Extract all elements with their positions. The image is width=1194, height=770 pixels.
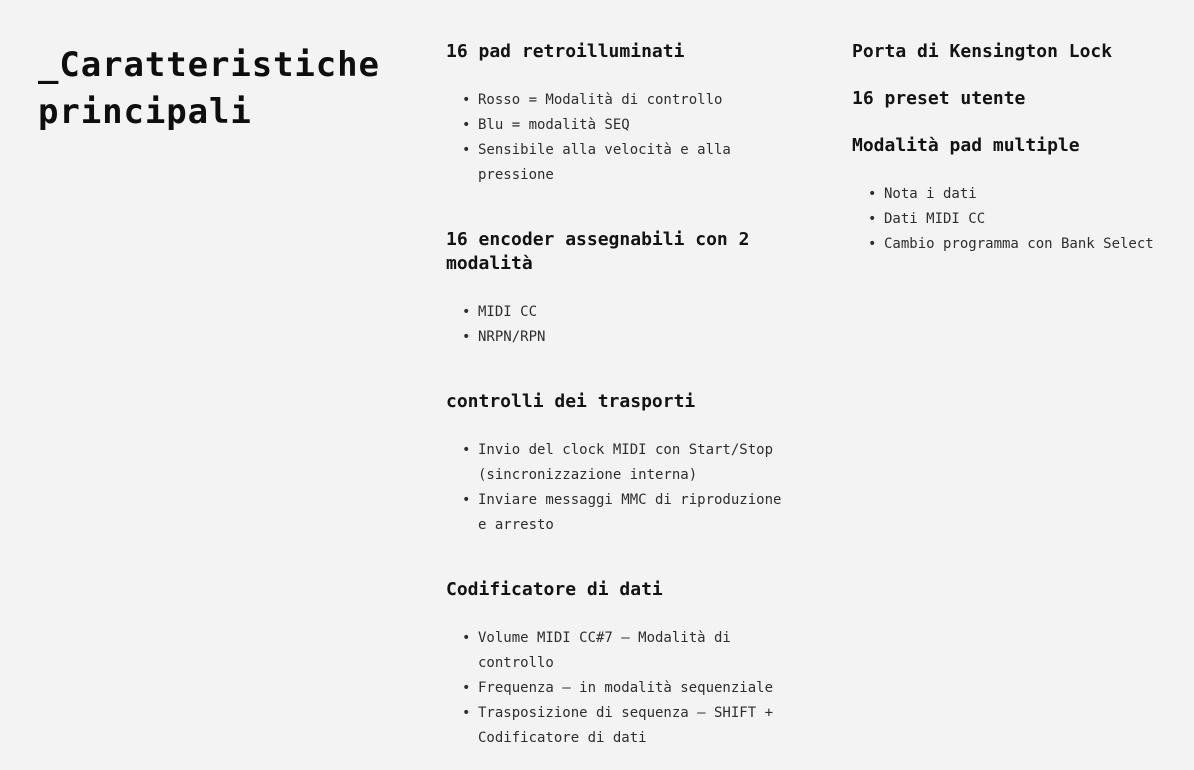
feature-item: • Trasposizione di sequenza – SHIFT + Codificatore di dati (462, 701, 796, 751)
section-heading: controlli dei trasporti (446, 391, 696, 412)
feature-item: • Inviare messaggi MMC di riproduzione e arresto (462, 488, 796, 538)
features-column-main (446, 40, 796, 751)
feature-section (446, 578, 796, 751)
section-heading: Modalità pad multiple (852, 135, 1080, 156)
section-heading: 16 preset utente (852, 88, 1026, 109)
feature-list (446, 88, 796, 188)
feature-item: • Sensibile alla velocità e alla pressione (462, 138, 796, 188)
feature-list (446, 438, 796, 538)
feature-item: • MIDI CC (462, 300, 796, 325)
feature-list (852, 182, 1174, 257)
feature-list (446, 626, 796, 751)
feature-item: • NRPN/RPN (462, 325, 796, 350)
section-heading: 16 pad retroilluminati (446, 41, 685, 62)
feature-item: • Nota i dati (868, 182, 1174, 207)
feature-item: • Frequenza – in modalità sequenziale (462, 676, 796, 701)
feature-item: • Invio del clock MIDI con Start/Stop (sincronizzazione interna) (462, 438, 796, 488)
feature-item: • Blu = modalità SEQ (462, 113, 796, 138)
feature-section (446, 228, 796, 350)
feature-item: • Cambio programma con Bank Select (868, 232, 1174, 257)
feature-section (852, 40, 1174, 64)
feature-item: • Volume MIDI CC#7 – Modalità di controllo (462, 626, 796, 676)
page-title: _Caratteristiche principali (38, 45, 380, 132)
feature-list (446, 300, 796, 350)
section-heading: 16 encoder assegnabili con 2 modalità (446, 229, 750, 274)
features-column-side (852, 40, 1174, 257)
section-heading: Porta di Kensington Lock (852, 41, 1113, 62)
feature-section (852, 87, 1174, 111)
feature-item: • Rosso = Modalità di controllo (462, 88, 796, 113)
feature-section (446, 40, 796, 188)
feature-section (446, 390, 796, 538)
section-heading: Codificatore di dati (446, 579, 663, 600)
feature-section (852, 134, 1174, 257)
feature-item: • Dati MIDI CC (868, 207, 1174, 232)
